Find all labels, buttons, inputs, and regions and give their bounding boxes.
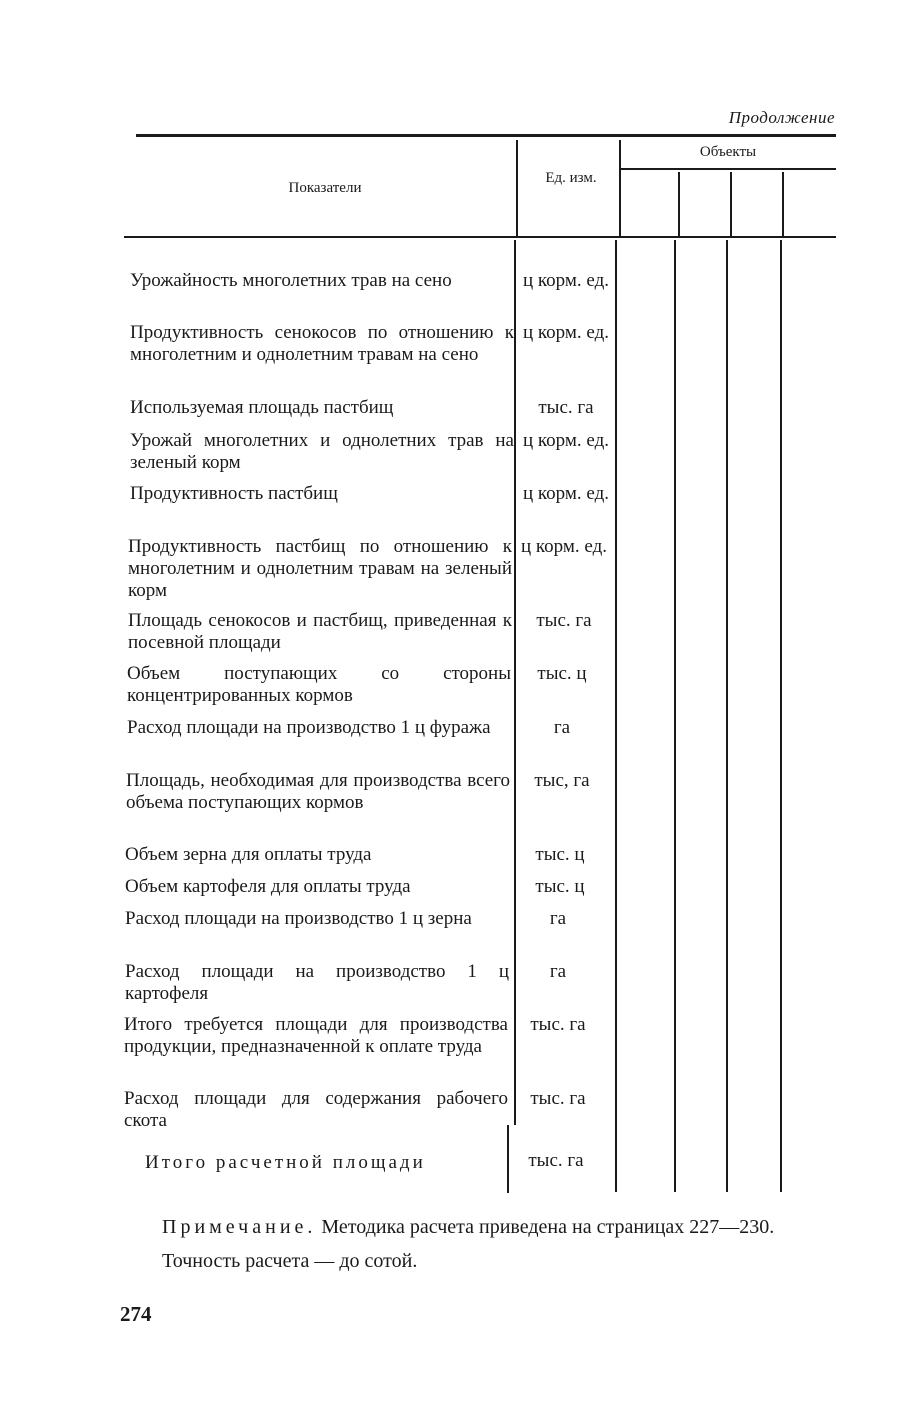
column-header-unit: Ед. изм. — [545, 170, 597, 186]
table-row-indicator: Расход площади для содержания рабочего скота — [124, 1088, 508, 1131]
page-number: 274 — [120, 1302, 152, 1326]
header-bottom-rule — [124, 236, 836, 238]
table-row-indicator: Расход площади на производство 1 ц картофеля — [125, 961, 509, 1004]
table-row-unit: ц корм. ед. — [520, 536, 608, 557]
unit-column-right-border — [615, 240, 617, 1192]
note-label: Примечание. — [162, 1216, 317, 1238]
table-row-indicator: Расход площади на производство 1 ц зерна — [125, 908, 472, 929]
table-row-indicator: Расход площади на производство 1 ц фуража — [127, 717, 491, 738]
column-header-objects: Объекты — [699, 144, 757, 160]
table-row-indicator: Продуктивность сенокосов по отношению к многолетним и однолетним травам на сено — [130, 322, 514, 365]
table-row-indicator: Объем зерна для оплаты труда — [125, 844, 372, 865]
object-column-divider — [782, 172, 784, 236]
table-row-unit: га — [549, 961, 567, 982]
table-row-unit: тыс. га — [530, 1088, 586, 1109]
object-column-divider — [730, 172, 732, 236]
table-row-indicator: Продуктивность пастбищ — [130, 483, 338, 504]
table-row-indicator: Итого требуется площади для производства продукции, предназначенной к оплате труда — [124, 1014, 508, 1057]
table-row-unit: тыс. ц — [535, 844, 585, 865]
table-row-unit: ц корм. ед. — [522, 483, 610, 504]
table-row-indicator: Урожай многолетних и однолетних трав на зеленый корм — [130, 430, 514, 473]
table-row-unit: тыс. ц — [535, 876, 585, 897]
table-row-unit: тыс. га — [538, 397, 594, 418]
table-row-indicator: Урожайность многолетних трав на сено — [130, 270, 452, 291]
unit-column-right-border — [619, 140, 621, 236]
object-column-divider — [674, 240, 676, 1192]
continued-caption: Продолжение — [728, 108, 835, 127]
table-row-unit: тыс. га — [530, 1014, 586, 1035]
objects-underline — [620, 168, 836, 170]
table-top-rule — [136, 134, 836, 137]
table-row-unit: ц корм. ед. — [522, 270, 610, 291]
column-header-indicators: Показатели — [288, 180, 362, 196]
table-row-unit: га — [553, 717, 571, 738]
table-note — [118, 1214, 823, 1274]
object-column-divider — [678, 172, 680, 236]
note-accuracy: Точность расчета — до сотой. — [162, 1250, 418, 1272]
table-row-unit: тыс, га — [534, 770, 590, 791]
note-text: Методика расчета приведена на страницах 227—230. — [321, 1216, 775, 1238]
table-row-total-indicator: Итого расчетной площади — [145, 1152, 426, 1173]
table-row-unit: тыс. ц — [537, 663, 587, 684]
object-column-divider — [780, 240, 782, 1192]
table-row-unit: ц корм. ед. — [522, 322, 610, 343]
table-row-unit: га — [549, 908, 567, 929]
table-row-total-unit: тыс. га — [528, 1150, 584, 1171]
unit-column-left-border — [516, 140, 518, 236]
object-column-divider — [726, 240, 728, 1192]
table-row-indicator: Объем поступающих со стороны концентрированных кормов — [127, 663, 511, 706]
table-row-indicator: Площадь, необходимая для производства всего объема поступающих кормов — [126, 770, 510, 813]
table-row-indicator: Используемая площадь пастбищ — [130, 397, 394, 418]
table-row-indicator: Объем картофеля для оплаты труда — [125, 876, 411, 897]
table-row-unit: тыс. га — [536, 610, 592, 631]
table-row-indicator: Площадь сенокосов и пастбищ, приведенная к посевной площади — [128, 610, 512, 653]
table-row-indicator: Продуктивность пастбищ по отношению к многолетним и однолетним травам на зеленый корм — [128, 536, 512, 601]
table-row-unit: ц корм. ед. — [522, 430, 610, 451]
